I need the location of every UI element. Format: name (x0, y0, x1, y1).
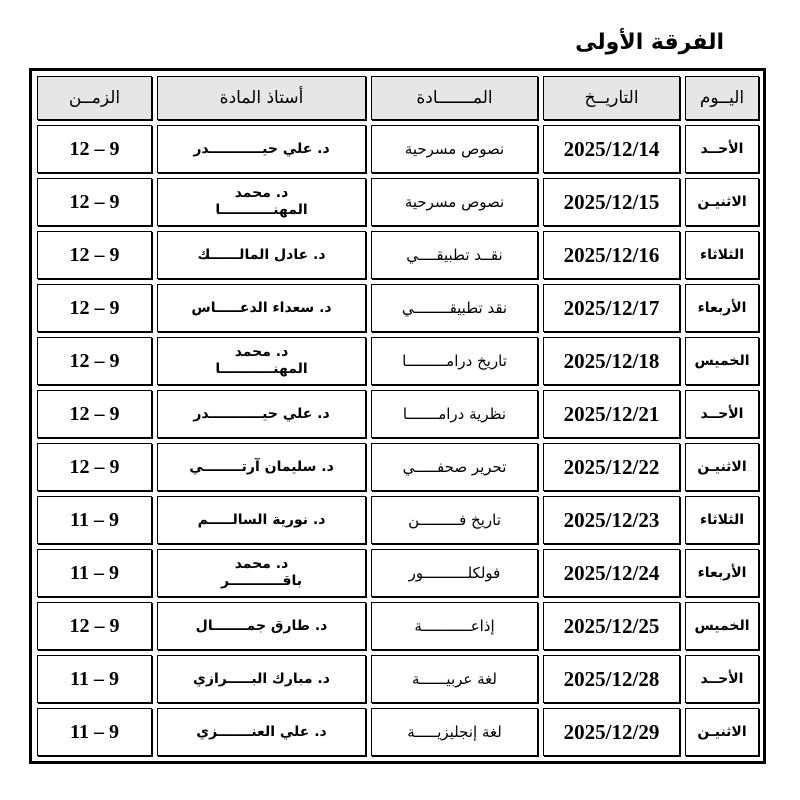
day-cell: الخميس (685, 337, 759, 385)
day-cell: الاثنيـن (685, 708, 759, 756)
table-row (37, 655, 759, 703)
professor-cell (157, 390, 366, 438)
professor-name-line-2: المهنـــــــــــا (215, 202, 308, 218)
day-cell: الاثنيـن (685, 443, 759, 491)
time-cell: 12 – 9 (37, 602, 152, 650)
professor-cell (157, 178, 366, 226)
date-cell: 2025/12/28 (543, 655, 680, 703)
date-cell: 2025/12/14 (543, 125, 680, 173)
professor-cell (157, 337, 366, 385)
professor-cell (157, 602, 366, 650)
date-cell: 2025/12/25 (543, 602, 680, 650)
subject-cell: نقد تطبيقــــــــي (371, 284, 538, 332)
table-row (37, 602, 759, 650)
day-cell: الأربعاء (685, 549, 759, 597)
professor-name-line: د. علي حيـــــــــــدر (193, 140, 330, 157)
table-row (37, 231, 759, 279)
professor-cell (157, 443, 366, 491)
time-cell: 12 – 9 (37, 231, 152, 279)
time-cell: 12 – 9 (37, 178, 152, 226)
subject-cell: تاريخ فـــــــــن (371, 496, 538, 544)
date-cell: 2025/12/15 (543, 178, 680, 226)
professor-name-line: د. سليمان آرتــــــــي (189, 458, 334, 475)
professor-cell (157, 708, 366, 756)
header-subject: المـــــــادة (371, 76, 538, 120)
subject-cell: إذاعـــــــــــة (371, 602, 538, 650)
time-cell: 11 – 9 (37, 549, 152, 597)
day-cell: الثلاثاء (685, 231, 759, 279)
professor-name-line: د. سعداء الدعـــــاس (191, 299, 332, 316)
page-title: الفرقة الأولى (575, 30, 724, 55)
subject-cell: فولكلــــــــــور (371, 549, 538, 597)
subject-cell: تحرير صحفـــــي (371, 443, 538, 491)
subject-cell: نصوص مسرحية (371, 125, 538, 173)
header-day: اليــوم (685, 76, 759, 120)
schedule-table (32, 71, 764, 761)
table-row (37, 178, 759, 226)
professor-cell (157, 284, 366, 332)
subject-cell: نصوص مسرحية (371, 178, 538, 226)
date-cell: 2025/12/29 (543, 708, 680, 756)
table-row (37, 390, 759, 438)
date-cell: 2025/12/22 (543, 443, 680, 491)
header-professor: أستاذ المادة (157, 76, 366, 120)
subject-cell: لغة عربيــــــة (371, 655, 538, 703)
professor-name-line: د. محمد (234, 556, 289, 572)
header-row (37, 76, 759, 120)
subject-cell: نقــد تطبيقــــي (371, 231, 538, 279)
professor-cell (157, 549, 366, 597)
professor-name-line: د. عادل المالــــــك (197, 246, 326, 263)
day-cell: الأحــد (685, 655, 759, 703)
day-cell: الاثنيـن (685, 178, 759, 226)
professor-name-line: د. علي حيـــــــــــدر (193, 405, 330, 422)
professor-name-line: د. مبارك البـــــرازي (193, 670, 330, 687)
professor-cell (157, 125, 366, 173)
time-cell: 12 – 9 (37, 125, 152, 173)
schedule-table-frame (29, 68, 766, 764)
time-cell: 11 – 9 (37, 496, 152, 544)
header-time: الزمــن (37, 76, 152, 120)
date-cell: 2025/12/17 (543, 284, 680, 332)
subject-cell: نظرية درامـــــــا (371, 390, 538, 438)
professor-name-line: د. طارق جمـــــــال (195, 617, 328, 634)
day-cell: الثلاثاء (685, 496, 759, 544)
professor-cell (157, 496, 366, 544)
table-row (37, 443, 759, 491)
table-row (37, 496, 759, 544)
professor-name-line-2: باقـــــــــــر (220, 573, 303, 589)
professor-name-line: د. علي العنـــــــزي (196, 723, 327, 740)
time-cell: 12 – 9 (37, 337, 152, 385)
time-cell: 12 – 9 (37, 284, 152, 332)
table-row (37, 708, 759, 756)
date-cell: 2025/12/23 (543, 496, 680, 544)
date-cell: 2025/12/21 (543, 390, 680, 438)
table-row (37, 125, 759, 173)
table-row (37, 284, 759, 332)
day-cell: الخميس (685, 602, 759, 650)
professor-name-line: د. محمد (234, 185, 289, 201)
time-cell: 11 – 9 (37, 655, 152, 703)
professor-name-line-2: المهنـــــــــــا (215, 361, 308, 377)
table-row (37, 549, 759, 597)
date-cell: 2025/12/18 (543, 337, 680, 385)
time-cell: 11 – 9 (37, 708, 152, 756)
schedule-body (37, 125, 759, 756)
professor-name-line: د. محمد (234, 344, 289, 360)
time-cell: 12 – 9 (37, 443, 152, 491)
subject-cell: تاريخ درامـــــــــا (371, 337, 538, 385)
day-cell: الأربعاء (685, 284, 759, 332)
subject-cell: لغة إنجليزيـــــة (371, 708, 538, 756)
date-cell: 2025/12/16 (543, 231, 680, 279)
table-row (37, 337, 759, 385)
day-cell: الأحــد (685, 390, 759, 438)
time-cell: 12 – 9 (37, 390, 152, 438)
professor-cell (157, 231, 366, 279)
date-cell: 2025/12/24 (543, 549, 680, 597)
header-date: التاريــخ (543, 76, 680, 120)
day-cell: الأحــد (685, 125, 759, 173)
professor-cell (157, 655, 366, 703)
professor-name-line: د. نورية السالـــــم (197, 511, 326, 528)
